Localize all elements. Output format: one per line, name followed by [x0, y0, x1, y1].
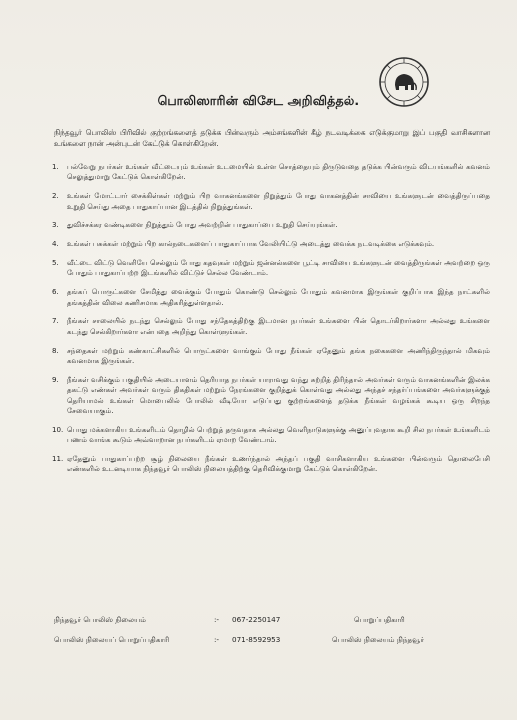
item-number: 3. [52, 220, 59, 230]
signature-title: பொறுப்பதிகாரி [354, 615, 405, 624]
item-text: பல்வேறு நபர்கள் உங்கள் வீட்டையும் உங்கள் உடமையில் உள்ள சொத்தையும் திருடுவதை தடுக்க பின்வரும் விடயங்களில் கவனம் செலுத்துமாறு கேட்டுக் கொள்கிறேன். [67, 162, 490, 182]
list-item [52, 162, 490, 183]
item-number: 11. [52, 454, 64, 464]
page-title: பொலிஸாரின் விசேட அறிவித்தல். [157, 93, 360, 108]
list-item [52, 316, 490, 337]
intro-paragraph: நிந்தவூர் பொலிஸ் பிரிவில் குற்றங்களைத் தடுக்க பின்வரும் அம்சங்களின் கீழ் நடவடிக்கை எடுக்குமாறு இப் பகுதி வாசிகளான உங்களை நான் அன்புடன் கேட்டுக் கொள்கிறேன். [54, 128, 490, 148]
list-item [52, 454, 490, 475]
list-item [52, 239, 490, 249]
list-item [52, 287, 490, 308]
item-text: துவிச்சக்கர வண்டிகளை நிறுத்தும் போது அவற்றின் பாதுகாப்பை உறுதி செய்யுங்கள். [67, 220, 338, 230]
item-number: 5. [52, 258, 59, 267]
item-text: உங்கள் பசுக்கள் மற்றும் பிற கால்நடைகளைப் பாதுகாப்பாக வேலியிட்டு அடைத்து வைக்க நடவடிக்கை எடுக்கவும். [67, 239, 435, 249]
item-text: நீங்கள் சாலையில் நடந்து செல்லும் போது சந்தேகத்திற்கு இடமான நபர்கள் உங்களை பின் தொடர்கிறார்களா அல்லது உங்களை கடந்து செல்கிறார்களா என்பதை அறிந்து கொள்ளுங்கள். [67, 316, 490, 336]
list-item [52, 191, 490, 212]
phone-number[interactable]: 071-8592953 [232, 635, 281, 644]
list-item [52, 258, 490, 279]
item-number: 2. [52, 191, 59, 201]
item-text: தங்கப் பொருட்களை சேமித்து வைக்கும் போதும் கொண்டு செல்லும் போதும் கவனமாக இருங்கள் குறிப்பாக இந்த நாட்களில் தங்கத்தின் விலை கணிசமாக அதிகரித்துள்ளதால். [67, 287, 490, 307]
contact-row-oic [54, 635, 494, 647]
item-text: ஏதேனும் பாதுகாப்பற்ற சூழ் நிலையை நீங்கள் உணர்ந்தால் அந்தப் பகுதி வாசிகளாகிய உங்களை பின்வரும் தொலைபேசி எண்களில் உடனடியாக நிந்தவூர் பொலிஸ் நிலையத்திற்கு தெரிவிக்குமாறு கேட்டுக் கொள்கிறேன். [67, 454, 490, 474]
item-number: 9. [52, 374, 59, 384]
item-number: 8. [52, 345, 59, 355]
contact-row-station [54, 615, 494, 627]
item-text: நீங்கள் வசிக்கும் பகுதியில் அடையாளம் தெரியாத நபர்கள் யாராவது வந்து சுற்றித் திரிந்தால் அவர்கள் வரும் வாகனங்களின் இலக்க தகட்டு எண்கள் அவர்கள் வரும் திகதிகள் மற்றும் நேரங்களை குறித்துக் கொள்வது அல்லது அந்தச் சந்தர்ப்பங்களை அவர்களுக்குத் தெரியாமல் உங்கள் மொபைலில் போலில் வீடியோ எடுப்பது குற்றங்களைத் தடுக்க நீங்கள் வழங்கக் கூடிய ஒரு சிறந்த சேவையாகும். [67, 374, 490, 416]
item-number: 10. [52, 424, 64, 434]
item-number: 4. [52, 239, 59, 249]
item-number: 6. [52, 287, 59, 297]
contact-label: பொலிஸ் நிலையப் பொறுப்பதிகாரி [54, 635, 170, 644]
list-item [52, 375, 490, 417]
item-text: உங்கள் மோட்டார் சைக்கிள்கள் மற்றும் பிற வாகனங்களை நிறுத்தும் போது வாகனத்தின் சாவியை உங்களுடன் வைத்திருப்பதை உறுதி செய்து அதை பாதுகாப்பான இடத்தில் நிறுத்துங்கள். [67, 191, 490, 211]
item-number: 1. [52, 162, 59, 171]
item-text: வீட்டை விட்டு வெளியே செல்லும் போது கதவுகள் மற்றும் ஜன்னல்களை பூட்டி சாவியை உங்களுடன் வைத்திருங்கள் அவற்றை ஒரு போதும் பாதுகாப்பற்ற இடங்களில் விட்டுச் செல்ல வேண்டாம். [67, 258, 490, 278]
item-number: 7. [52, 316, 59, 326]
contact-separator: :- [214, 615, 220, 624]
phone-number[interactable]: 067-2250147 [232, 615, 281, 624]
notice-list [52, 162, 490, 483]
signature-station: பொலிஸ் நிலையம் நிந்தவூர் [332, 635, 425, 644]
list-item [52, 220, 490, 230]
item-text: சந்தைகள் மற்றும் கண்காட்சிகளில் பொருட்களை வாங்கும் போது நீங்கள் ஏதேனும் தங்க நகைகளை அணிந்திருந்தால் மிகவும் கவனமாக இருங்கள். [67, 345, 490, 366]
item-text: பொது மக்களாகிய உங்களிடம் தொழில் பெற்றுத் தருவதாக அல்லது வெளிநாடுகளுக்கு அனுப்புவதாக கூறி சில நபர்கள் உங்களிடம் பணம் வாங்க கூடும் அவ்வாறான நபர்களிடம் ஏமாற வேண்டாம். [67, 424, 490, 445]
contact-label: நிந்தவூர் பொலிஸ் நிலையம் [54, 615, 147, 624]
list-item [52, 425, 490, 446]
list-item [52, 346, 490, 367]
contact-separator: :- [214, 635, 220, 644]
